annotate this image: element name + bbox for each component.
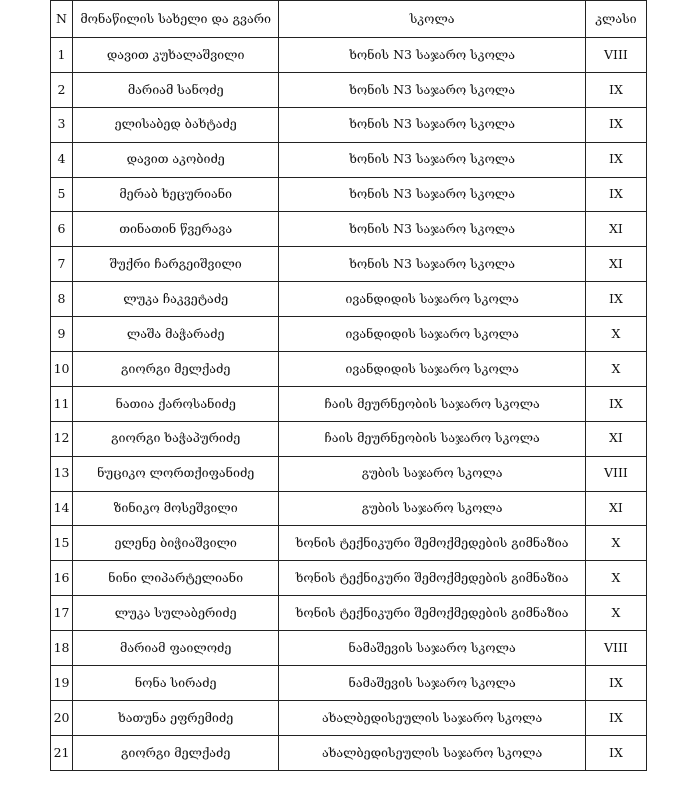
table-header-row [51, 1, 647, 38]
cell-number: 6 [51, 212, 73, 247]
cell-school: ჩაის მეურნეობის საჯარო სკოლა [279, 386, 586, 421]
cell-class: IX [585, 177, 646, 212]
cell-class: IX [585, 700, 646, 735]
cell-school: ხონის N3 საჯარო სკოლა [279, 107, 586, 142]
cell-number: 7 [51, 247, 73, 282]
table-row [51, 352, 647, 387]
cell-participant-name: გიორგი ხაჭაპურიძე [73, 421, 279, 456]
cell-number: 14 [51, 491, 73, 526]
cell-number: 16 [51, 561, 73, 596]
table-row [51, 596, 647, 631]
cell-participant-name: ხათუნა ეფრემიძე [73, 700, 279, 735]
cell-number: 5 [51, 177, 73, 212]
cell-participant-name: დავით კუხალაშვილი [73, 38, 279, 73]
cell-school: ხონის ტექნიკური შემოქმედების გიმნაზია [279, 596, 586, 631]
cell-class: IX [585, 282, 646, 317]
cell-class: VIII [585, 38, 646, 73]
cell-participant-name: ნუციკო ლორთქიფანიძე [73, 456, 279, 491]
cell-class: X [585, 352, 646, 387]
cell-number: 19 [51, 666, 73, 701]
cell-school: ჩაის მეურნეობის საჯარო სკოლა [279, 421, 586, 456]
header-number: N [51, 1, 73, 38]
cell-number: 17 [51, 596, 73, 631]
table-row [51, 561, 647, 596]
cell-class: X [585, 561, 646, 596]
cell-participant-name: გიორგი მელქაძე [73, 352, 279, 387]
cell-number: 20 [51, 700, 73, 735]
cell-class: XI [585, 247, 646, 282]
cell-school: ხონის ტექნიკური შემოქმედების გიმნაზია [279, 526, 586, 561]
cell-school: ივანდიდის საჯარო სკოლა [279, 352, 586, 387]
cell-participant-name: ნონა სირაძე [73, 666, 279, 701]
cell-school: ივანდიდის საჯარო სკოლა [279, 317, 586, 352]
table-row [51, 421, 647, 456]
cell-participant-name: თინათინ წვერავა [73, 212, 279, 247]
cell-participant-name: მარიამ ფაილოძე [73, 631, 279, 666]
table-row [51, 386, 647, 421]
cell-class: X [585, 317, 646, 352]
cell-school: ხონის N3 საჯარო სკოლა [279, 177, 586, 212]
table-row [51, 666, 647, 701]
cell-school: ნამაშევის საჯარო სკოლა [279, 666, 586, 701]
cell-number: 1 [51, 38, 73, 73]
cell-class: IX [585, 666, 646, 701]
cell-class: IX [585, 142, 646, 177]
cell-class: XI [585, 212, 646, 247]
cell-participant-name: ზინიკო მოსეშვილი [73, 491, 279, 526]
cell-number: 15 [51, 526, 73, 561]
cell-school: გუბის საჯარო სკოლა [279, 491, 586, 526]
header-participant-name: მონაწილის სახელი და გვარი [73, 1, 279, 38]
cell-class: VIII [585, 456, 646, 491]
participants-table [50, 0, 647, 771]
table-row [51, 456, 647, 491]
table-row [51, 177, 647, 212]
cell-school: ივანდიდის საჯარო სკოლა [279, 282, 586, 317]
cell-number: 10 [51, 352, 73, 387]
cell-number: 4 [51, 142, 73, 177]
cell-participant-name: ნათია ქაროსანიძე [73, 386, 279, 421]
cell-participant-name: მარიამ სანოძე [73, 72, 279, 107]
cell-participant-name: დავით აკობიძე [73, 142, 279, 177]
cell-participant-name: ლუკა სულაბერიძე [73, 596, 279, 631]
cell-class: IX [585, 72, 646, 107]
cell-number: 12 [51, 421, 73, 456]
cell-participant-name: მერაბ ხეცურიანი [73, 177, 279, 212]
table-row [51, 631, 647, 666]
table-row [51, 735, 647, 770]
cell-participant-name: შუქრი ჩარგეიშვილი [73, 247, 279, 282]
cell-number: 9 [51, 317, 73, 352]
cell-class: VIII [585, 631, 646, 666]
cell-school: ხონის ტექნიკური შემოქმედების გიმნაზია [279, 561, 586, 596]
cell-school: ხონის N3 საჯარო სკოლა [279, 212, 586, 247]
cell-participant-name: ლუკა ჩაკვეტაძე [73, 282, 279, 317]
table-row [51, 247, 647, 282]
cell-school: ახალბედისეულის საჯარო სკოლა [279, 700, 586, 735]
table-row [51, 142, 647, 177]
cell-class: XI [585, 421, 646, 456]
table-row [51, 491, 647, 526]
cell-school: ნამაშევის საჯარო სკოლა [279, 631, 586, 666]
cell-number: 8 [51, 282, 73, 317]
table-row [51, 700, 647, 735]
table-row [51, 526, 647, 561]
cell-participant-name: ელენე ბიჭიაშვილი [73, 526, 279, 561]
table-row [51, 317, 647, 352]
header-class: კლასი [585, 1, 646, 38]
cell-participant-name: ნინი ლიპარტელიანი [73, 561, 279, 596]
table-row [51, 107, 647, 142]
cell-number: 2 [51, 72, 73, 107]
table-row [51, 38, 647, 73]
cell-number: 11 [51, 386, 73, 421]
cell-number: 18 [51, 631, 73, 666]
cell-class: IX [585, 386, 646, 421]
cell-number: 13 [51, 456, 73, 491]
cell-participant-name: გიორგი მელქაძე [73, 735, 279, 770]
cell-class: IX [585, 107, 646, 142]
table-row [51, 282, 647, 317]
cell-class: IX [585, 735, 646, 770]
cell-school: ხონის N3 საჯარო სკოლა [279, 38, 586, 73]
cell-school: გუბის საჯარო სკოლა [279, 456, 586, 491]
cell-number: 21 [51, 735, 73, 770]
cell-school: ხონის N3 საჯარო სკოლა [279, 72, 586, 107]
cell-class: X [585, 526, 646, 561]
cell-class: XI [585, 491, 646, 526]
cell-school: ხონის N3 საჯარო სკოლა [279, 142, 586, 177]
cell-participant-name: ელისაბედ ბახტაძე [73, 107, 279, 142]
cell-number: 3 [51, 107, 73, 142]
cell-class: X [585, 596, 646, 631]
table-row [51, 212, 647, 247]
cell-school: ახალბედისეულის საჯარო სკოლა [279, 735, 586, 770]
header-school: სკოლა [279, 1, 586, 38]
table-row [51, 72, 647, 107]
cell-participant-name: ლაშა მაჭარაძე [73, 317, 279, 352]
cell-school: ხონის N3 საჯარო სკოლა [279, 247, 586, 282]
